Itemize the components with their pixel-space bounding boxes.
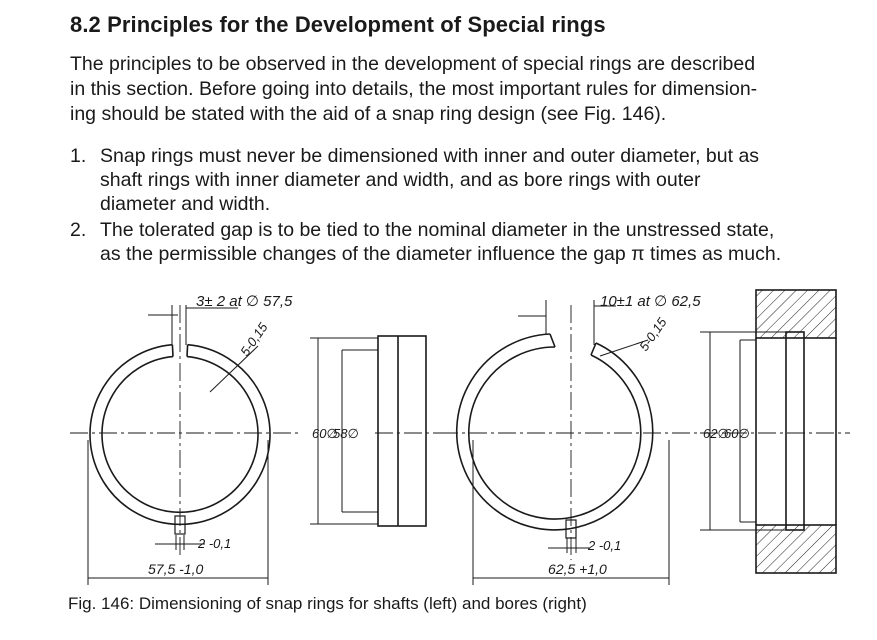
rules-list: [70, 144, 845, 268]
section-heading: 8.2 Principles for the Development of Special rings: [70, 12, 606, 37]
shaft-outer-diameter-label: 60∅: [312, 426, 338, 441]
shaft-inner-diameter-label: 58∅: [333, 426, 359, 441]
list-number: 2.: [70, 219, 87, 241]
list-line: Snap rings must never be dimensioned with inner and outer diameter, but as: [100, 145, 760, 167]
snap-ring-figure: [0, 280, 877, 590]
intro-line: The principles to be observed in the development of special rings are described: [70, 53, 756, 75]
figure-caption: Fig. 146: Dimensioning of snap rings for shafts (left) and bores (right): [68, 594, 587, 613]
shaft-width-label: 5-0,15: [237, 319, 271, 359]
shaft-ring-drawing: [70, 305, 300, 585]
bore-inner-diameter-label: 60∅: [724, 426, 750, 441]
list-line: The tolerated gap is to be tied to the nominal diameter in the unstressed state,: [100, 219, 775, 241]
list-line: as the permissible changes of the diameter influence the gap π times as much.: [100, 243, 782, 265]
intro-line: in this section. Before going into details, the most important rules for dimension-: [70, 78, 758, 100]
shaft-gap-label: 3± 2 at ∅ 57,5: [196, 293, 293, 310]
intro-paragraph: [70, 52, 840, 127]
list-line: diameter and width.: [100, 193, 271, 215]
bore-diameter-label: 62,5 +1,0: [548, 561, 607, 577]
bore-width-label: 5-0,15: [636, 314, 670, 354]
list-item: [70, 218, 845, 266]
shaft-diameter-label: 57,5 -1,0: [148, 561, 204, 577]
list-line: shaft rings with inner diameter and width, and as bore rings with outer: [100, 169, 701, 191]
intro-line: ing should be stated with the aid of a snap ring design (see Fig. 146).: [70, 103, 667, 125]
shaft-bottom-gap-label: 2 -0,1: [198, 536, 232, 551]
bore-gap-label: 10±1 at ∅ 62,5: [600, 293, 701, 310]
list-item: [70, 144, 845, 216]
bore-outer-diameter-label: 62∅: [703, 426, 729, 441]
bore-ring-drawing: [440, 300, 700, 585]
list-number: 1.: [70, 145, 87, 167]
bore-bottom-gap-label: 2 -0,1: [588, 538, 622, 553]
